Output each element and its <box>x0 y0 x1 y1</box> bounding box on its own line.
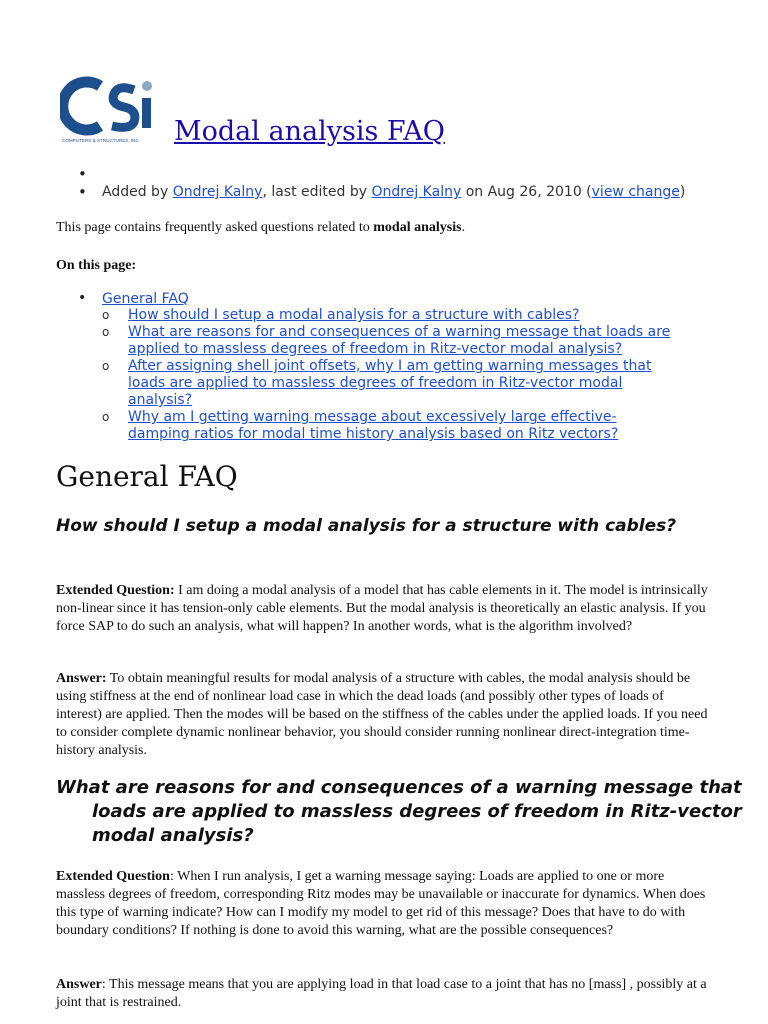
extended-question-label: Extended Question <box>56 869 170 884</box>
csi-logo <box>60 76 160 148</box>
answer-label: Answer <box>56 977 102 992</box>
extended-question-label: Extended Question: <box>56 583 175 598</box>
toc-item-general <box>78 291 672 443</box>
toc-subitem <box>102 409 672 443</box>
page-title[interactable]: Modal analysis FAQ <box>174 116 445 147</box>
extended-question-text: : When I run analysis, I get a warning message saying: Loads are applied to one or more massless degrees of freedom, corresponding Ritz modes may be unavailable or inaccurate for dynamics. When does this type of warning indicate? How can I modify my model to get rid of this message? Does that have to do with boundary conditions? If nothing is done to avoid this warning, what are the possible consequences? <box>56 869 706 938</box>
view-change-link[interactable]: view change <box>591 184 680 200</box>
toc-link-massless-warning[interactable]: What are reasons for and consequences of a warning message that loads are applied to massless degrees of freedom in Ritz-vector modal analysis? <box>128 324 671 357</box>
answer-label: Answer: <box>56 671 107 686</box>
empty-bullet <box>78 166 685 184</box>
answer-text: To obtain meaningful results for modal analysis of a structure with cables, the modal analysis should be using stiffness at the end of nonlinear load case in which the dead loads (and possibly other types of loads of interest) are applied. Then the modes will be based on the stiffness of the cables under the applied loads. If you need to consider complete dynamic nonlinear behavior, you should consider running nonlinear direct-integration time-history analysis. <box>56 671 708 758</box>
meta-line <box>78 184 685 202</box>
edit-date: on Aug 26, 2010 ( <box>461 184 592 200</box>
close-paren: ) <box>679 184 686 200</box>
toc-subitem <box>102 358 672 409</box>
intro-plain: This page contains frequently asked questions related to <box>56 220 374 235</box>
toc-sublist <box>102 307 672 443</box>
toc-subitem <box>102 324 672 358</box>
table-of-contents <box>78 291 672 443</box>
added-by-label: Added by <box>102 184 173 200</box>
question-heading-massless: What are reasons for and consequences of a warning message that loads are applied to massless degrees of freedom in Ritz-vector modal analysis? <box>56 777 742 846</box>
toc-link-cables[interactable]: How should I setup a modal analysis for a structure with cables? <box>128 307 580 323</box>
toc-link-damping-ratios[interactable]: Why am I getting warning message about excessively large effective-damping ratios for modal time history analysis based on Ritz vectors? <box>128 409 619 442</box>
extended-question-text: I am doing a modal analysis of a model that has cable elements in it. The model is intrinsically non-linear since it has tension-only cable elements. But the modal analysis is theoretically an elastic analysis. If you force SAP to do such an analysis, what will happen? In another words, what is the algorithm involved? <box>56 583 708 634</box>
toc-subitem <box>102 307 672 324</box>
answer-massless <box>56 976 712 1012</box>
logo-subtitle: COMPUTERS & STRUCTURES, INC. <box>62 138 141 143</box>
section-heading-general-faq: General FAQ <box>56 460 238 493</box>
editor-link[interactable]: Ondrej Kalny <box>371 184 462 200</box>
toc-link-general-faq[interactable]: General FAQ <box>102 291 189 307</box>
intro-text <box>56 220 465 236</box>
intro-bold: modal analysis <box>373 220 462 235</box>
page-meta <box>78 166 685 202</box>
author-link[interactable]: Ondrej Kalny <box>172 184 263 200</box>
question-heading-cables: How should I setup a modal analysis for a structure with cables? <box>56 516 677 536</box>
extended-question-cables <box>56 582 712 636</box>
answer-cables <box>56 670 712 760</box>
toc-link-shell-offsets[interactable]: After assigning shell joint offsets, why I am getting warning messages that loads are applied to massless degrees of freedom in Ritz-vector modal analysis? <box>128 358 652 408</box>
intro-end: . <box>461 220 466 235</box>
on-this-page-label: On this page: <box>56 258 137 273</box>
edited-label: , last edited by <box>262 184 372 200</box>
extended-question-massless <box>56 868 712 940</box>
answer-text: : This message means that you are applying load in that load case to a joint that has no [mass] , possibly at a joint that is restrained. <box>56 977 707 1010</box>
